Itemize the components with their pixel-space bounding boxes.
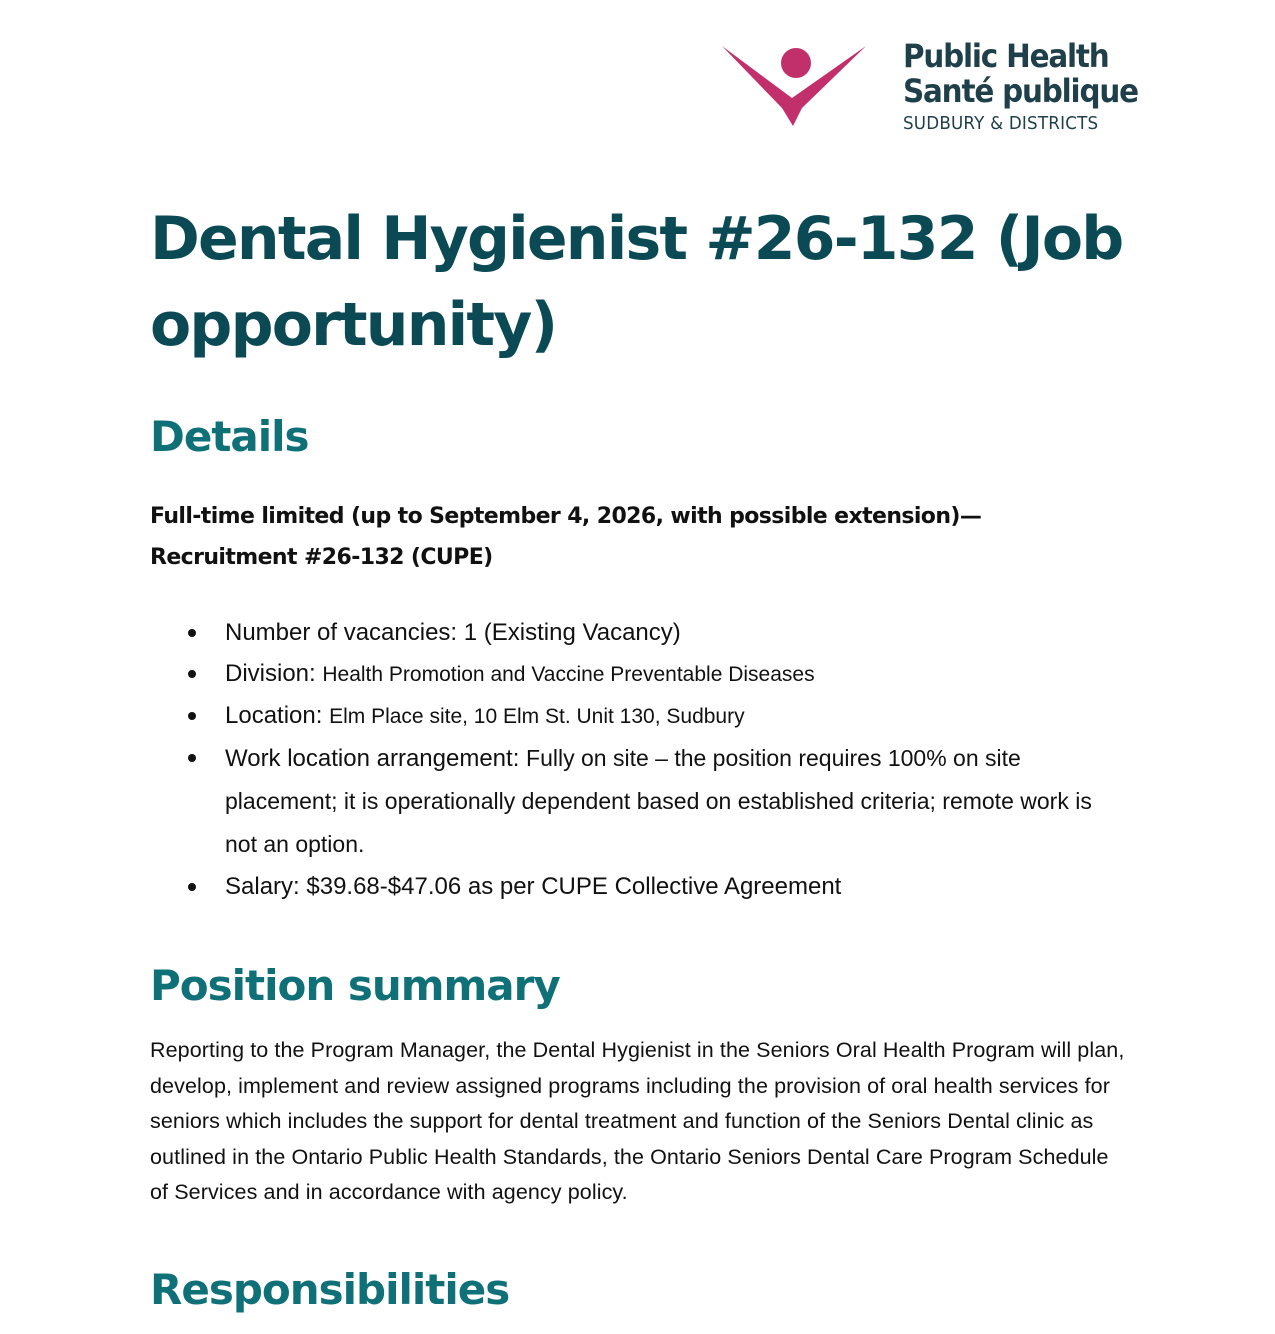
logo-line-french: Santé publique xyxy=(903,72,1138,110)
position-summary-heading: Position summary xyxy=(150,961,560,1010)
bullet-icon xyxy=(188,670,196,678)
bullet-icon xyxy=(188,712,196,720)
detail-item-salary xyxy=(150,866,1125,907)
detail-item-vacancies xyxy=(150,612,1125,653)
logo-line-english: Public Health xyxy=(903,37,1109,75)
page-title: Dental Hygienist #26-132 (Job opportunity) xyxy=(150,204,1123,360)
detail-value: Elm Place site, 10 Elm St. Unit 130, Sudbury xyxy=(329,705,745,728)
detail-value: Health Promotion and Vaccine Preventable Diseases xyxy=(322,663,815,686)
detail-item-work-arrangement xyxy=(150,737,1125,866)
detail-value: 1 (Existing Vacancy) xyxy=(463,619,681,646)
detail-label: Salary: xyxy=(225,873,307,900)
bullet-icon xyxy=(188,883,196,891)
logo-line-region: SUDBURY & DISTRICTS xyxy=(903,113,1099,134)
responsibilities-heading: Responsibilities xyxy=(150,1264,510,1314)
details-list xyxy=(150,612,1125,907)
detail-value: $39.68-$47.06 as per CUPE Collective Agreement xyxy=(306,873,842,900)
bullet-icon xyxy=(188,754,196,762)
detail-item-location xyxy=(150,695,1125,737)
position-summary-text: Reporting to the Program Manager, the Dental Hygienist in the Seniors Oral Health Program will plan, develop, implement and review assigned programs including the provision of oral health services for seniors which includes the support for dental treatment and function of the Seniors Dental clinic as outlined in the Ontario Public Health Standards, the Ontario Seniors Dental Care Program Schedule of Services and in accordance with agency policy. xyxy=(150,1038,1125,1204)
detail-label: Number of vacancies: xyxy=(225,619,464,646)
detail-label: Division: xyxy=(225,660,323,687)
details-heading: Details xyxy=(150,412,309,461)
detail-value: Fully on site – the position requires 100% on site placement; it is operationally dependent based on established criteria; remote work is not an option. xyxy=(225,745,1092,857)
detail-label: Work location arrangement: xyxy=(225,745,527,772)
bullet-icon xyxy=(188,629,196,637)
detail-label: Location: xyxy=(225,702,330,729)
public-health-sudbury-logo xyxy=(720,37,1138,138)
logo-wordmark xyxy=(903,38,1158,133)
employment-type-subtitle: Full-time limited (up to September 4, 2026, with possible extension)— Recruitment #26-132 (CUPE) xyxy=(150,504,982,570)
detail-item-division xyxy=(150,653,1125,695)
job-posting-content xyxy=(150,196,1125,1315)
person-v-logo-icon xyxy=(720,38,870,130)
